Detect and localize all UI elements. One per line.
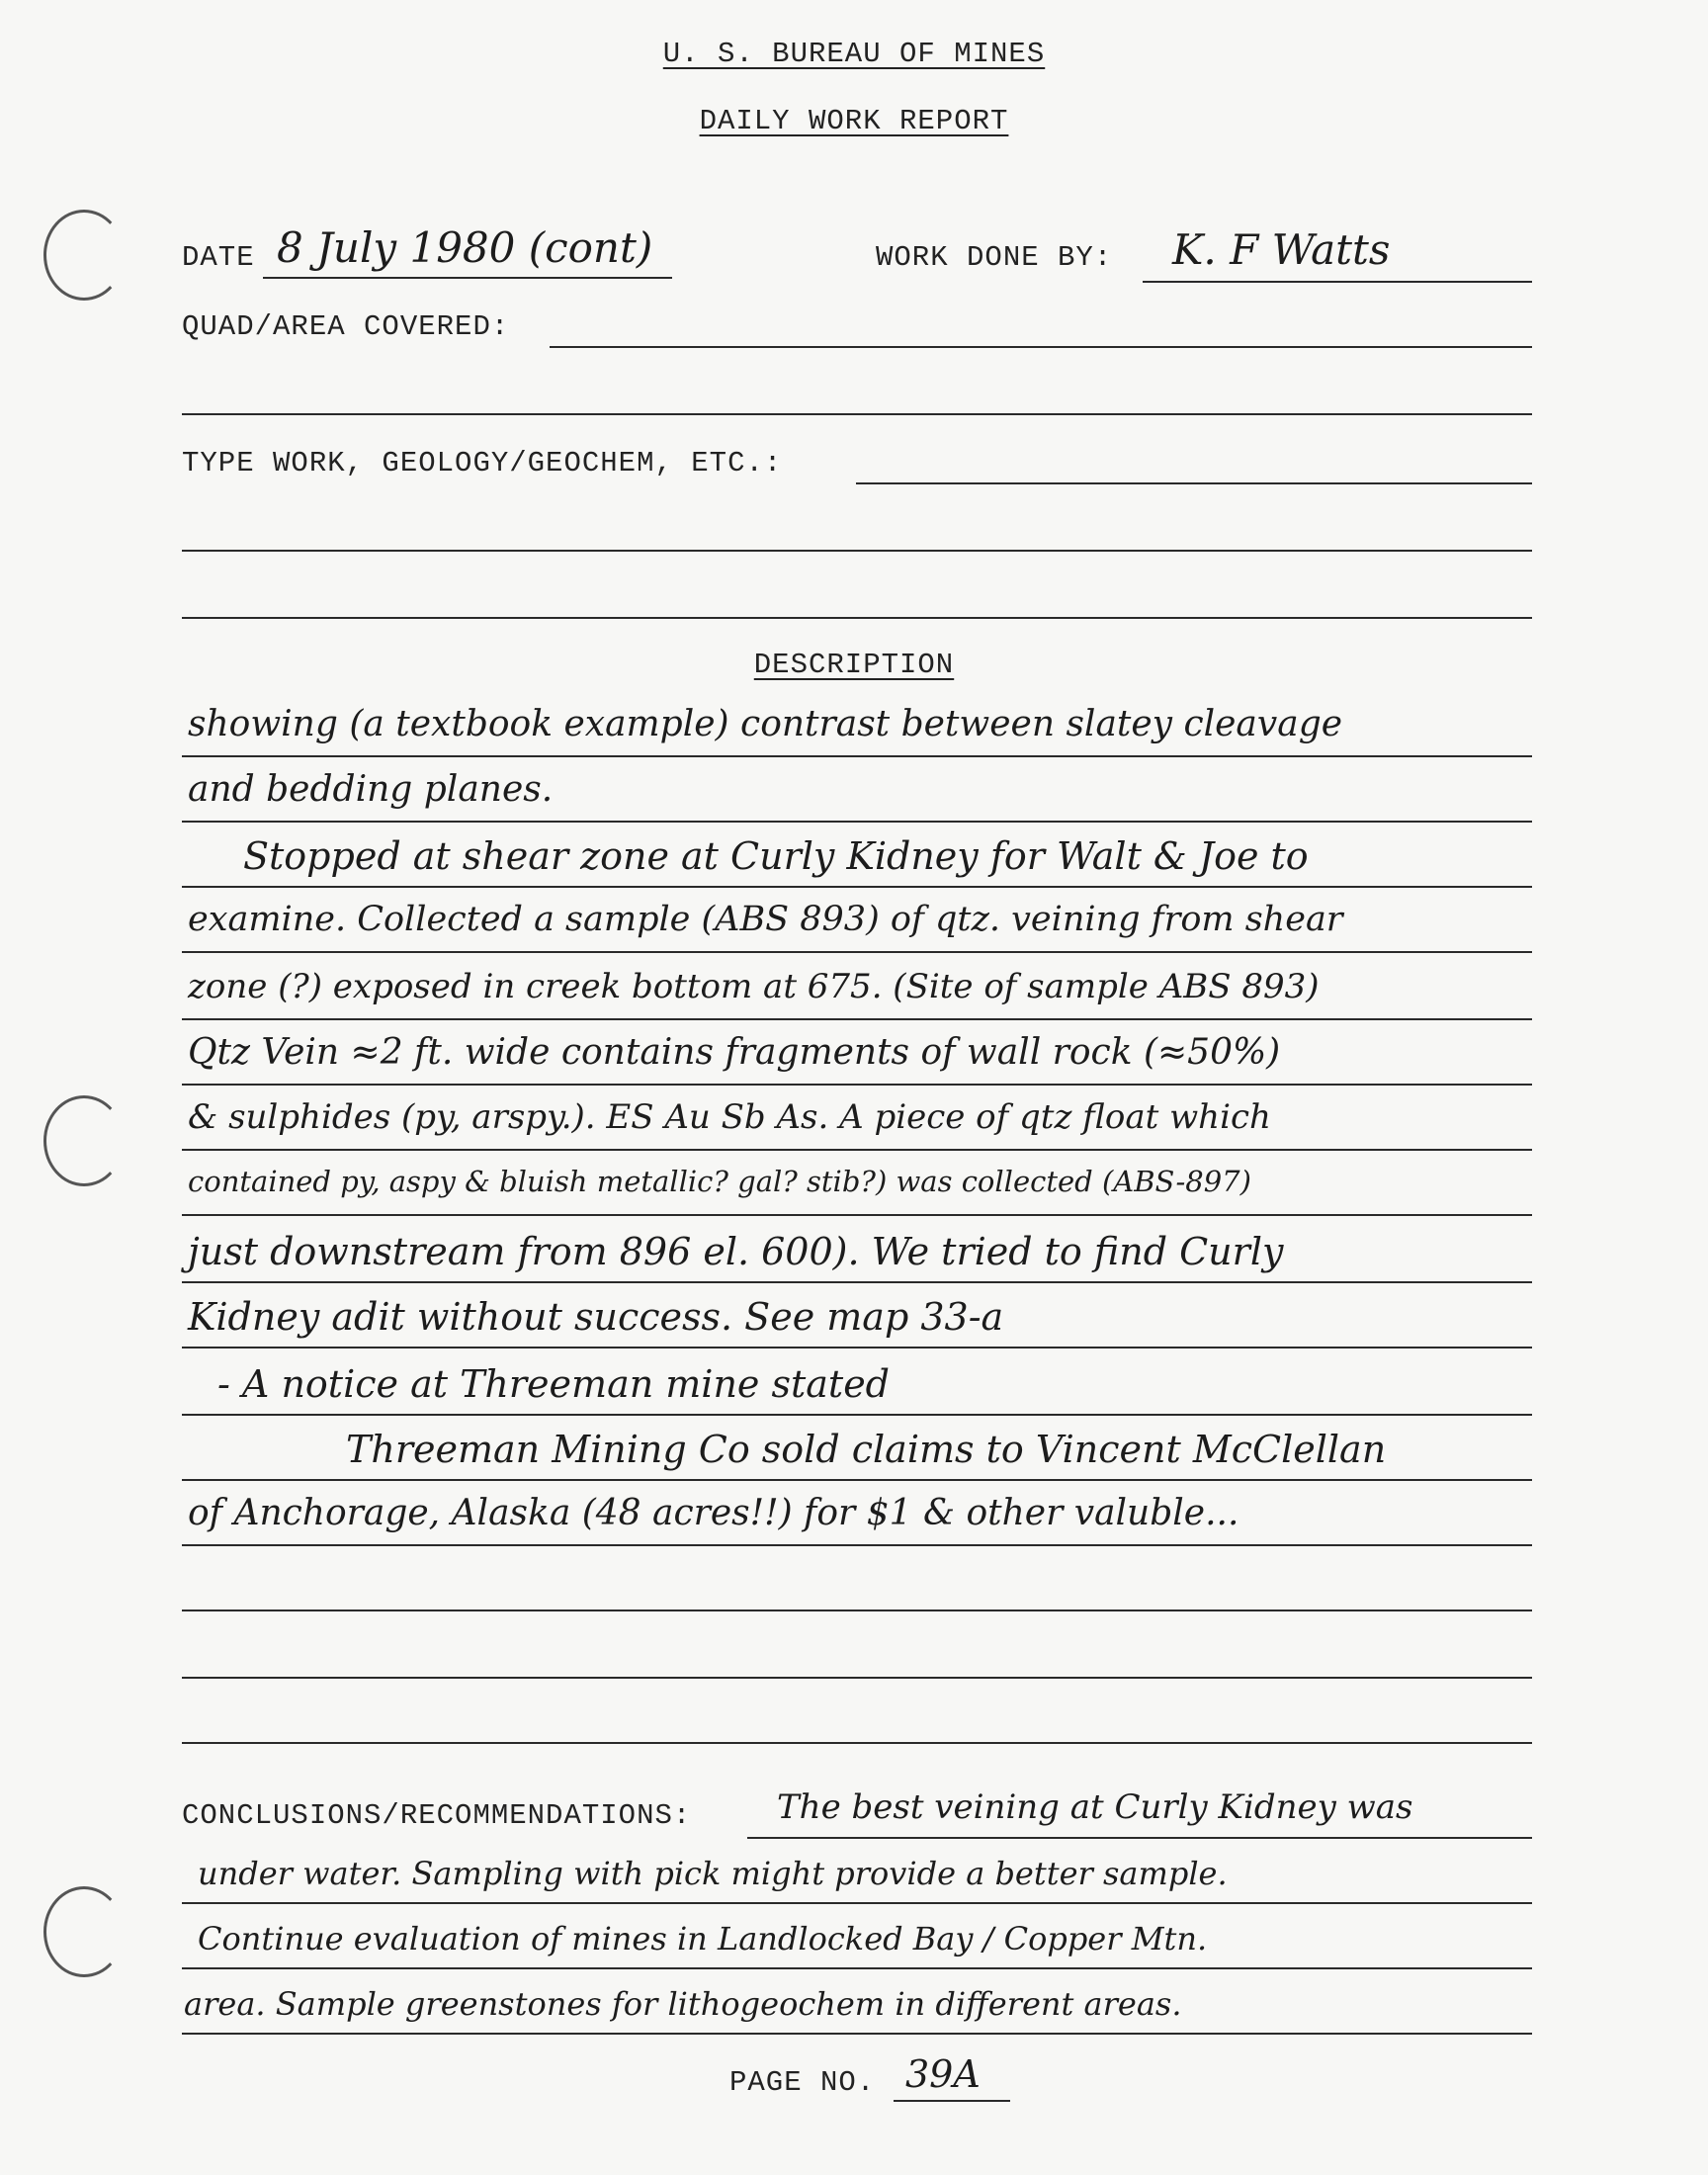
description-heading: DESCRIPTION xyxy=(753,649,955,681)
date-label: DATE xyxy=(182,241,255,274)
description-line: examine. Collected a sample (ABS 893) of qtz. veining from shear xyxy=(188,900,1343,939)
conclusions-label: CONCLUSIONS/RECOMMENDATIONS: xyxy=(182,1799,692,1832)
conclusions-line: The best veining at Curly Kidney was xyxy=(777,1787,1413,1827)
description-line: Kidney adit without success. See map 33-a xyxy=(188,1295,1004,1339)
description-line: Qtz Vein ≈2 ft. wide contains fragments of wall rock (≈50%) xyxy=(188,1032,1281,1073)
work-done-by-label: WORK DONE BY: xyxy=(876,241,1113,274)
description-rule xyxy=(182,1084,1532,1086)
description-line: Stopped at shear zone at Curly Kidney for Walt & Joe to xyxy=(243,834,1309,878)
description-rule xyxy=(182,1742,1532,1744)
page-number-value: 39A xyxy=(905,2052,981,2096)
conclusions-rule xyxy=(747,1837,1532,1839)
description-rule xyxy=(182,755,1532,757)
type-work-rule-3 xyxy=(182,617,1532,619)
conclusions-line: under water. Sampling with pick might provide a better sample. xyxy=(198,1855,1228,1892)
description-rule xyxy=(182,1214,1532,1216)
description-line: - A notice at Threeman mine stated xyxy=(217,1362,891,1406)
date-rule xyxy=(263,277,672,279)
description-rule xyxy=(182,1414,1532,1416)
description-line: of Anchorage, Alaska (48 acres!!) for $1 & other valuble... xyxy=(188,1493,1239,1533)
page-number-rule xyxy=(894,2100,1010,2102)
description-rule xyxy=(182,951,1532,953)
conclusions-rule xyxy=(182,1902,1532,1904)
description-line: and bedding planes. xyxy=(188,769,554,810)
quad-area-label: QUAD/AREA COVERED: xyxy=(182,310,510,343)
agency-title: U. S. BUREAU OF MINES xyxy=(662,38,1046,70)
description-rule xyxy=(182,1281,1532,1283)
binder-hole-top xyxy=(43,210,125,301)
description-rule xyxy=(182,1544,1532,1546)
description-rule xyxy=(182,1677,1532,1679)
conclusions-rule xyxy=(182,2033,1532,2035)
description-line: showing (a textbook example) contrast between slatey cleavage xyxy=(188,704,1343,744)
description-rule xyxy=(182,1347,1532,1348)
description-rule xyxy=(182,1610,1532,1611)
description-rule xyxy=(182,1479,1532,1481)
conclusions-line: area. Sample greenstones for lithogeochem in different areas. xyxy=(184,1985,1182,2023)
type-work-rule-1 xyxy=(856,482,1532,484)
conclusions-line: Continue evaluation of mines in Landlocked Bay / Copper Mtn. xyxy=(198,1920,1208,1958)
type-work-label: TYPE WORK, GEOLOGY/GEOCHEM, ETC.: xyxy=(182,447,783,479)
description-line: contained py, aspy & bluish metallic? gal? stib?) was collected (ABS-897) xyxy=(188,1165,1251,1198)
description-line: & sulphides (py, arspy.). ES Au Sb As. A piece of qtz float which xyxy=(188,1097,1271,1137)
page-number-label: PAGE NO. xyxy=(729,2066,876,2099)
description-rule xyxy=(182,1149,1532,1151)
report-title: DAILY WORK REPORT xyxy=(699,105,1009,137)
date-value: 8 July 1980 (cont) xyxy=(277,223,653,272)
type-work-rule-2 xyxy=(182,550,1532,552)
description-rule xyxy=(182,821,1532,823)
description-rule xyxy=(182,886,1532,888)
description-line: just downstream from 896 el. 600). We tried to find Curly xyxy=(188,1230,1284,1273)
work-done-by-value: K. F Watts xyxy=(1172,225,1391,274)
quad-area-rule-1 xyxy=(550,346,1532,348)
description-line: zone (?) exposed in creek bottom at 675. (Site of sample ABS 893) xyxy=(188,967,1320,1006)
description-line: Threeman Mining Co sold claims to Vincent McClellan xyxy=(346,1428,1387,1471)
description-rule xyxy=(182,1018,1532,1020)
quad-area-rule-2 xyxy=(182,413,1532,415)
binder-hole-middle xyxy=(43,1095,125,1186)
binder-hole-bottom xyxy=(43,1886,125,1977)
work-done-by-rule xyxy=(1143,281,1532,283)
conclusions-rule xyxy=(182,1967,1532,1969)
